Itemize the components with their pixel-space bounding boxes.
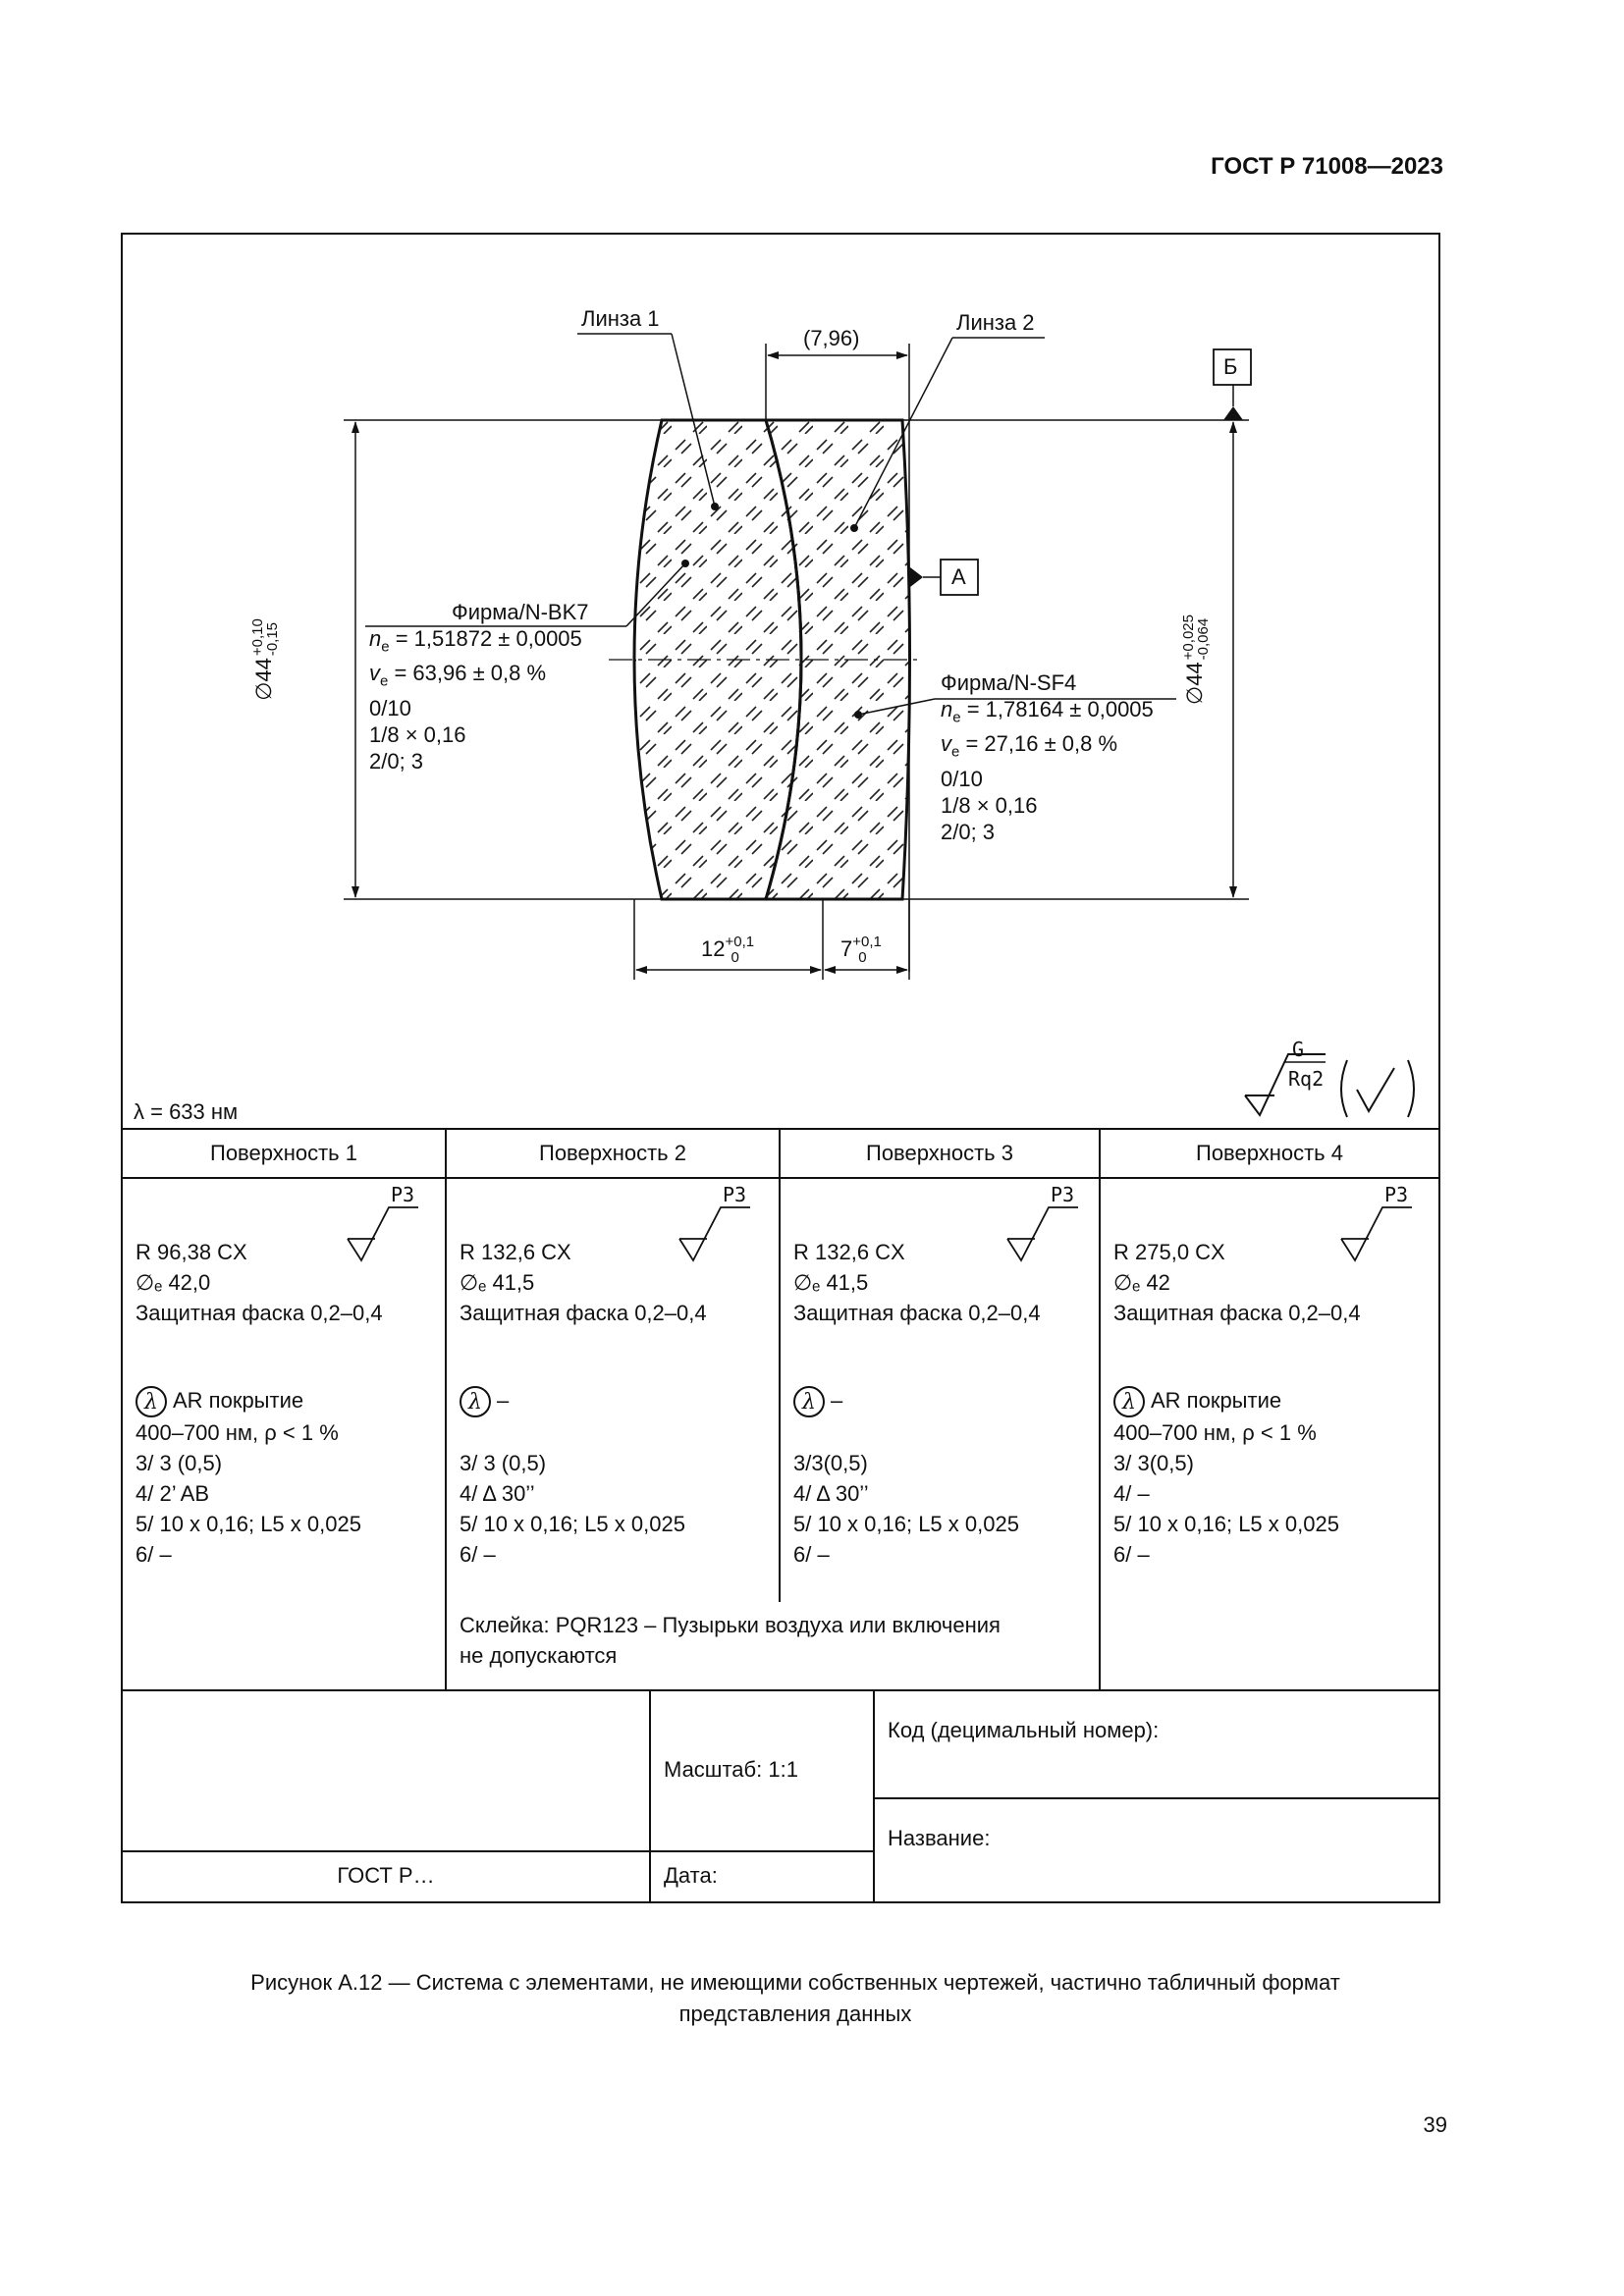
thickness1-lower: 0 <box>731 949 739 967</box>
surface-l6: 6/ – <box>1113 1542 1150 1568</box>
thickness1-upper: +0,1 <box>725 934 755 951</box>
figure-caption-line2: представления данных <box>678 2002 912 2026</box>
surface-chamfer: Защитная фаска 0,2–0,4 <box>793 1301 1041 1325</box>
surface-coating: AR покрытие <box>1151 1388 1282 1413</box>
standard-ref-field: ГОСТ Р… <box>337 1863 435 1888</box>
cement-line2: не допускаются <box>460 1643 618 1668</box>
page-number: 39 <box>1423 2112 1447 2137</box>
lens2-line3: 0/10 <box>941 766 983 791</box>
cement-note <box>460 1610 1001 1671</box>
lens1-ne-sub: e <box>381 638 390 656</box>
surface-l5: 5/ 10 x 0,16; L5 x 0,025 <box>793 1512 1019 1537</box>
surface-1-cell <box>135 1237 383 1570</box>
roughness-general-bottom: Rq2 <box>1288 1067 1325 1091</box>
surface-diameter: ∅ₑ 42,0 <box>135 1270 211 1295</box>
surface-3-cell <box>793 1237 1041 1570</box>
header-surface-4: Поверхность 4 <box>1196 1141 1343 1165</box>
figure-caption <box>128 1967 1463 2030</box>
surface-l4: 4/ 2’ AB <box>135 1481 210 1507</box>
left-diameter-upper: +0,10 <box>249 618 266 657</box>
code-field: Код (децимальный номер): <box>888 1718 1160 1742</box>
lambda-icon: λ <box>460 1386 491 1417</box>
surface-chamfer: Защитная фаска 0,2–0,4 <box>1113 1301 1361 1325</box>
surface-coating-spec <box>460 1417 707 1448</box>
lambda-icon: λ <box>1113 1386 1145 1417</box>
lens1-line4: 1/8 × 0,16 <box>369 721 466 747</box>
surface-l6: 6/ – <box>135 1542 172 1568</box>
surface-l5: 5/ 10 x 0,16; L5 x 0,025 <box>135 1512 361 1537</box>
surface-l4: 4/ Δ 30’’ <box>460 1481 535 1507</box>
surface-coating: – <box>831 1388 843 1413</box>
header-surface-1: Поверхность 1 <box>210 1141 357 1165</box>
left-diameter-nominal: ∅44 <box>250 658 276 701</box>
surface-l4: 4/ – <box>1113 1481 1150 1507</box>
lens2-material <box>941 669 1154 845</box>
roughness-p3-1: P3 <box>391 1183 415 1206</box>
surface-coating-spec: 400–700 нм, ρ < 1 % <box>135 1420 339 1446</box>
surface-radius: R 96,38 CX <box>135 1240 247 1264</box>
roughness-p3-3: P3 <box>1051 1183 1075 1206</box>
scale-field: Масштаб: 1:1 <box>664 1757 798 1782</box>
label-lens1: Линза 1 <box>581 306 660 331</box>
lens1-line5: 2/0; 3 <box>369 748 424 774</box>
surface-l5: 5/ 10 x 0,16; L5 x 0,025 <box>1113 1512 1339 1537</box>
lens2-ve-symbol: v <box>941 731 951 757</box>
surface-l3: 3/3(0,5) <box>793 1451 868 1476</box>
lens2-material-title: Фирма/N-SF4 <box>941 670 1077 695</box>
roughness-p3-4: P3 <box>1384 1183 1409 1206</box>
surface-chamfer: Защитная фаска 0,2–0,4 <box>135 1301 383 1325</box>
datum-b: Б <box>1223 354 1238 379</box>
left-diameter-lower: -0,15 <box>264 621 281 657</box>
label-lens2: Линза 2 <box>956 310 1035 335</box>
thickness1-dim <box>701 934 754 966</box>
left-diameter-label <box>250 618 280 701</box>
lens2-ne-value: = 1,78164 ± 0,0005 <box>960 697 1154 721</box>
lens2-ne-sub: e <box>952 709 961 726</box>
lens1-material <box>369 599 589 774</box>
lens1-ve-value: = 63,96 ± 0,8 % <box>388 661 547 686</box>
lens2-ve-value: = 27,16 ± 0,8 % <box>959 731 1118 757</box>
surface-coating: AR покрытие <box>173 1388 304 1413</box>
lens2-line5: 2/0; 3 <box>941 819 996 844</box>
header-surface-3: Поверхность 3 <box>866 1141 1013 1165</box>
surface-radius: R 132,6 CX <box>460 1240 571 1264</box>
roughness-p3-2: P3 <box>723 1183 747 1206</box>
surface-coating-spec: 400–700 нм, ρ < 1 % <box>1113 1420 1317 1446</box>
lens1-ve-sub: e <box>380 672 389 690</box>
right-diameter-upper: +0,025 <box>1180 614 1197 661</box>
surface-4-cell <box>1113 1237 1361 1570</box>
figure-caption-line1: Рисунок А.12 — Система с элементами, не имеющими собственных чертежей, частично табличный формат <box>250 1970 1340 1995</box>
thickness2-lower: 0 <box>858 949 867 967</box>
lens1-material-title: Фирма/N-BK7 <box>452 600 589 624</box>
header-surface-2: Поверхность 2 <box>539 1141 686 1165</box>
thickness1-nominal: 12 <box>701 936 726 961</box>
surface-diameter: ∅ₑ 42 <box>1113 1270 1170 1295</box>
surface-chamfer: Защитная фаска 0,2–0,4 <box>460 1301 707 1325</box>
thickness2-dim <box>840 934 882 966</box>
date-field: Дата: <box>664 1863 718 1888</box>
surface-radius: R 132,6 CX <box>793 1240 905 1264</box>
lambda-icon: λ <box>135 1386 167 1417</box>
surface-radius: R 275,0 CX <box>1113 1240 1225 1264</box>
lens2-ne-symbol: n <box>941 697 953 721</box>
surface-l3: 3/ 3 (0,5) <box>135 1451 223 1476</box>
standard-number: ГОСТ Р 71008—2023 <box>1211 153 1443 180</box>
lens2-line4: 1/8 × 0,16 <box>941 792 1038 818</box>
lens2-ve-sub: e <box>951 743 960 761</box>
dim-gap: (7,96) <box>803 326 860 350</box>
roughness-general-top: G <box>1292 1038 1305 1061</box>
surface-l6: 6/ – <box>793 1542 830 1568</box>
surface-l5: 5/ 10 x 0,16; L5 x 0,025 <box>460 1512 685 1537</box>
right-diameter-lower: -0,064 <box>1195 617 1212 661</box>
surface-l6: 6/ – <box>460 1542 496 1568</box>
surface-diameter: ∅ₑ 41,5 <box>793 1270 869 1295</box>
datum-a: А <box>951 564 966 589</box>
surface-diameter: ∅ₑ 41,5 <box>460 1270 535 1295</box>
surface-2-cell <box>460 1237 707 1570</box>
surface-coating-spec <box>793 1417 1041 1448</box>
surface-l3: 3/ 3(0,5) <box>1113 1451 1194 1476</box>
thickness2-nominal: 7 <box>840 936 853 961</box>
surface-l3: 3/ 3 (0,5) <box>460 1451 547 1476</box>
right-diameter-label <box>1181 614 1211 705</box>
wavelength: λ = 633 нм <box>134 1099 239 1124</box>
lens1-line3: 0/10 <box>369 695 411 721</box>
lens1-ve-symbol: v <box>369 661 380 686</box>
lens1-ne-value: = 1,51872 ± 0,0005 <box>389 626 582 651</box>
surface-l4: 4/ Δ 30’’ <box>793 1481 869 1507</box>
right-diameter-nominal: ∅44 <box>1181 662 1207 705</box>
thickness2-upper: +0,1 <box>852 934 882 951</box>
cement-line1: Склейка: PQR123 – Пузырьки воздуха или включения <box>460 1613 1001 1637</box>
name-field: Название: <box>888 1826 991 1850</box>
lens1-ne-symbol: n <box>369 626 382 651</box>
lambda-icon: λ <box>793 1386 825 1417</box>
surface-coating: – <box>497 1388 510 1413</box>
